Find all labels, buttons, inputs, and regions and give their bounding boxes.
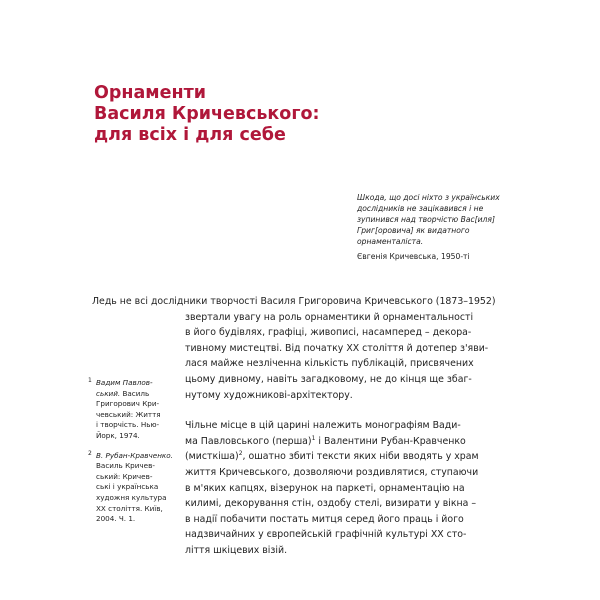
- footnote-text: і творчість. Нью-: [96, 420, 160, 430]
- text-line: звертали увагу на роль орнаментики й орнаментальності: [185, 311, 474, 323]
- footnote-text: Василь Кричев-: [96, 461, 155, 471]
- epigraph-line: Григ[оровича] як видатного: [357, 226, 470, 235]
- footnote-text: Григорович Кри-: [96, 399, 160, 409]
- text-fragment: (мисткіша): [185, 451, 239, 463]
- footnote-text: Йорк, 1974.: [96, 430, 140, 440]
- text-line: лася майже незліченна кількість публікацій, присвячених: [185, 358, 474, 370]
- text-line: Ледь не всі дослідники творчості Василя Григоровича Кричевського (1873–1952): [92, 296, 496, 307]
- footnote-number: 2: [88, 449, 92, 457]
- epigraph-line: зупинився над творчістю Вас[иля]: [357, 215, 495, 224]
- text-line: в м'яких капцях, візерунок на паркеті, орнаментацію на: [185, 482, 465, 494]
- text-line: життя Кричевського, дозволяючи роздивлятися, ступаючи: [185, 466, 479, 478]
- text-fragment: ма Павловського (перша): [185, 435, 312, 447]
- footnote-1: [88, 378, 188, 442]
- text-line: нутому художникові-архітектору.: [185, 389, 353, 401]
- footnote-ref-2[interactable]: 2: [238, 450, 243, 458]
- footnote-text: художня культура: [96, 492, 167, 502]
- footnote-ref-1[interactable]: 1: [311, 434, 316, 442]
- footnote-text: ХХ століття. Київ,: [96, 503, 163, 513]
- footnote-text: Василь: [122, 388, 150, 398]
- footnotes: [88, 378, 188, 525]
- text-line: ліття шкіцевих візій.: [185, 544, 288, 556]
- footnote-author: В. Рубан-Кравченко.: [96, 450, 173, 460]
- text-line: Чільне місце в цій царині належить монографіям Вади-: [185, 420, 461, 432]
- text-line: тивному мистецтві. Від початку ХХ століття й дотепер з'яви-: [185, 342, 489, 354]
- epigraph-source: Євгенія Кричевська, 1950-ті: [357, 252, 470, 261]
- text-fragment: , ошатно збиті тексти яких ніби вводять у храм: [242, 451, 479, 463]
- footnote-author: ський.: [96, 388, 121, 398]
- footnote-number: 1: [88, 377, 92, 384]
- footnote-text: 2004. Ч. 1.: [96, 514, 136, 524]
- epigraph-line: Шкода, що досі ніхто з українських: [357, 193, 500, 202]
- title-line: Орнаменти: [94, 83, 206, 103]
- footnote-text: чевський: Життя: [96, 409, 161, 419]
- title-line: для всіх і для себе: [94, 125, 286, 145]
- text-line: килимі, декорування стін, оздобу стелі, визирати у вікна –: [185, 498, 477, 510]
- epigraph-line: орнаменталіста.: [357, 237, 424, 246]
- text-fragment: і Валентини Рубан-Кравченко: [315, 435, 466, 447]
- footnote-author: Вадим Павлов-: [96, 378, 153, 387]
- text-line: в надії побачити постать митця серед його праць і його: [185, 513, 464, 525]
- chapter-title: [94, 83, 424, 146]
- epigraph-line: дослідників не зацікавився і не: [357, 204, 484, 213]
- footnote-2: [88, 451, 188, 525]
- text-line: цьому дивному, навіть загадковому, не до кінця ще збаг-: [185, 373, 472, 385]
- title-line: Василя Кричевського:: [94, 104, 320, 124]
- footnote-line: [96, 389, 188, 400]
- text-line: в його будівлях, графіці, живописі, насамперед – декора-: [185, 327, 472, 339]
- epigraph: [357, 192, 517, 262]
- footnote-text: ські і українська: [96, 482, 159, 492]
- footnote-text: ський: Кричев-: [96, 471, 153, 481]
- text-line: надзвичайних у європейській графічній культурі ХХ сто-: [185, 529, 467, 541]
